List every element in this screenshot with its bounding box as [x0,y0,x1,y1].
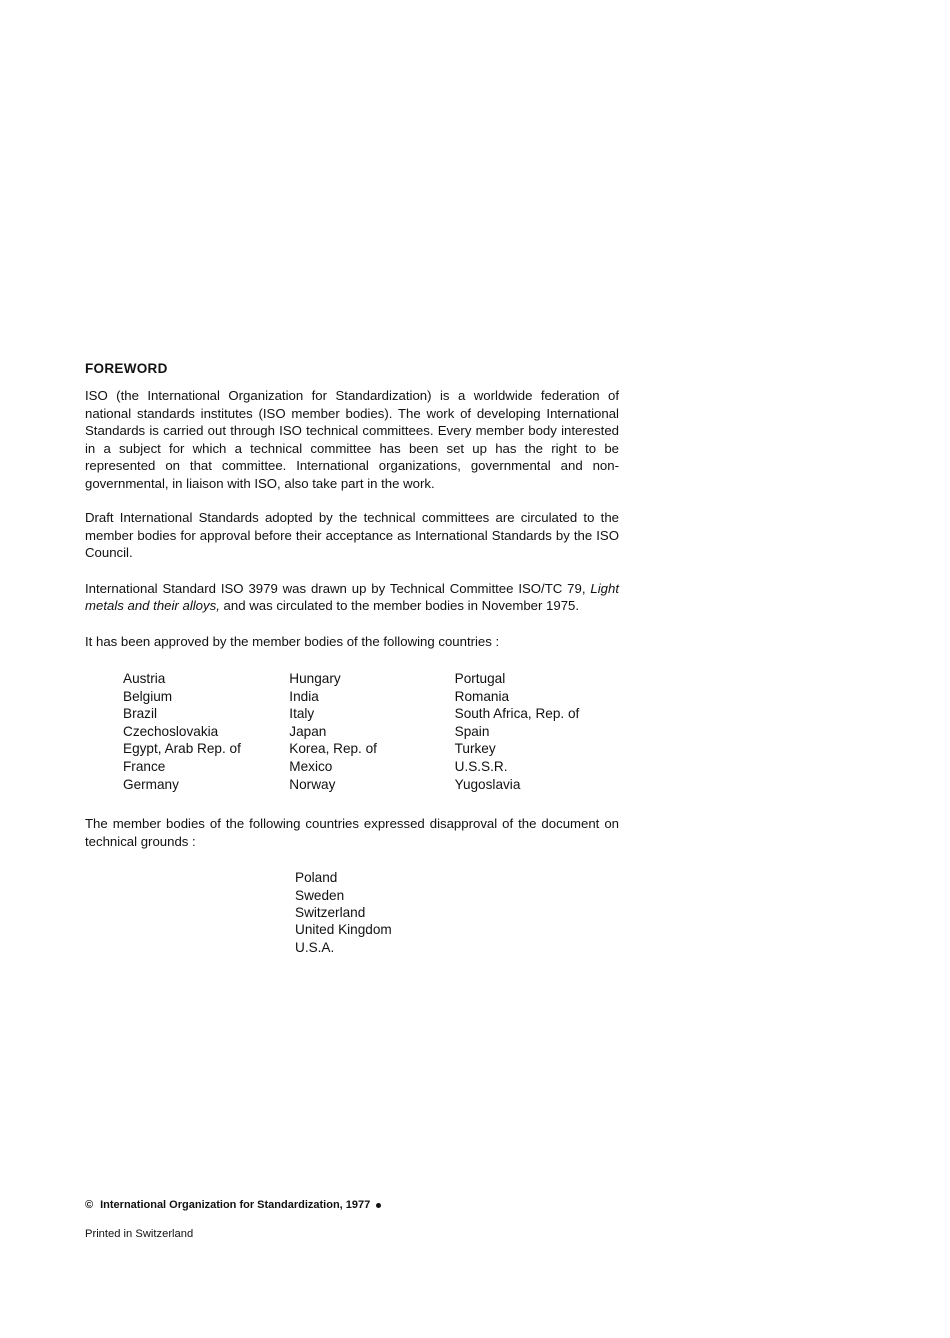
country-item: Sweden [295,887,345,903]
country-item: South Africa, Rep. of [454,706,580,722]
standard-text-before: International Standard ISO 3979 was drawn up by Technical Committee ISO/TC 79, [85,580,591,596]
country-item: Germany [123,776,179,792]
approving-countries-table [123,670,619,793]
country-item: Spain [454,723,490,739]
country-item: Austria [123,671,166,686]
copyright-text: International Organization for Standardization, 1977 [100,1199,371,1211]
country-item: Hungary [289,671,341,686]
approval-intro: It has been approved by the member bodies of the following countries : [85,633,500,649]
country-item: Mexico [289,758,333,774]
country-item: Belgium [123,688,173,704]
foreword-paragraph-iso: ISO (the International Organization for Standardization) is a worldwide federation of national standards institutes (ISO member bodies). The work of developing International Standards is carried out through ISO technical committees. Every member body interested in a subject for which a technical committee has been set up has the right to be represented on that committee. International organizations, governmental and non-governmental, in liaison with ISO, also take part in the work. [85,388,619,491]
country-item: Romania [454,688,510,704]
country-item: United Kingdom [295,922,392,938]
country-item: Egypt, Arab Rep. of [123,741,241,757]
copyright-icon: © [85,1199,94,1211]
approving-countries-column-3 [455,670,619,793]
country-item: U.S.A. [295,939,335,955]
foreword-heading: FOREWORD [85,361,168,376]
standard-text-after: and was circulated to the member bodies in November 1975. [219,598,580,613]
country-item: Brazil [123,706,157,722]
country-item: U.S.S.R. [454,758,508,774]
approving-countries-column-2 [289,670,454,793]
bullet-icon [376,1203,381,1208]
country-item: Poland [295,870,338,886]
foreword-section [85,361,619,956]
country-item: Norway [289,776,336,792]
foreword-paragraph-standard [85,580,619,615]
printed-in-note: Printed in Switzerland [85,1228,194,1240]
country-item: Japan [289,723,327,739]
disapproval-intro: The member bodies of the following countries expressed disapproval of the document on technical grounds : [85,816,619,849]
country-item: Italy [289,706,315,722]
country-item: Czechoslovakia [123,723,219,739]
country-item: France [123,758,166,774]
committee-title: Light metals and their alloys, [85,580,619,613]
country-item: Portugal [454,671,506,686]
foreword-paragraph-drafts: Draft International Standards adopted by the technical committees are circulated to the member bodies for approval before their acceptance as International Standards by the ISO Council. [85,510,619,560]
copyright-line [85,1199,381,1211]
country-item: Turkey [454,741,496,757]
country-item: Yugoslavia [454,776,521,792]
approving-countries-column-1 [123,670,289,793]
disapproving-countries-list [295,869,619,956]
country-item: Korea, Rep. of [289,741,377,757]
country-item: India [289,688,319,704]
country-item: Switzerland [295,904,366,920]
